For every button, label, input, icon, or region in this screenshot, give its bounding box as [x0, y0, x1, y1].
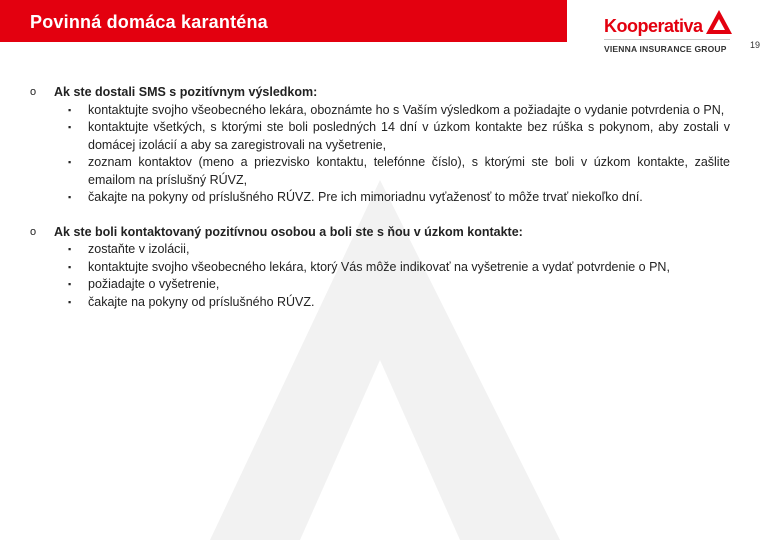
section-bullet: o — [30, 225, 37, 238]
list-item — [54, 259, 730, 277]
page-number: 19 — [749, 40, 760, 50]
list-item — [54, 294, 730, 312]
section-bullet: o — [30, 86, 37, 98]
list-item-text: kontaktujte všetkých, s ktorými ste boli posledných 14 dní v úzkom kontakte bez rúška s pokynom, aby zostali v domácej izolácií a aby sa zaregistrovali na vyšetrenie, — [88, 120, 730, 152]
list-bullet: ▪ — [68, 296, 72, 307]
list-item-text: zostaňte v izolácii, — [88, 242, 190, 256]
list-item-text: čakajte na pokyny od príslušného RÚVZ. — [88, 294, 315, 309]
list-item — [54, 241, 730, 259]
list-item-text: požiadajte o vyšetrenie, — [88, 277, 220, 291]
content — [30, 84, 730, 328]
section-heading: Ak ste dostali SMS s pozitívnym výsledkom: — [54, 85, 318, 99]
list-bullet: ▪ — [68, 261, 72, 272]
section-close-contact — [30, 224, 730, 312]
logo-triangle-icon — [706, 10, 732, 34]
logo-divider — [604, 39, 730, 40]
logo-group-text: VIENNA INSURANCE GROUP — [604, 44, 727, 54]
list-item-text: čakajte na pokyny od príslušného RÚVZ. Pre ich mimoriadnu vyťaženosť to môže trvať niekoľko dní. — [88, 190, 643, 204]
list-bullet: ▪ — [68, 122, 72, 132]
bullet-list — [54, 241, 730, 311]
list-item — [54, 102, 730, 120]
list-item — [54, 119, 730, 154]
list-item-text: kontaktujte svojho všeobecného lekára, oboznámte ho s Vaším výsledkom a požiadajte o vydanie potvrdenia o PN, — [88, 102, 725, 117]
list-bullet: ▪ — [68, 244, 72, 254]
list-bullet: ▪ — [68, 104, 72, 115]
list-bullet: ▪ — [68, 157, 72, 167]
list-bullet: ▪ — [68, 192, 72, 202]
logo-brand-text: Kooperativa — [604, 16, 703, 36]
bullet-list — [54, 102, 730, 207]
title-bar — [0, 0, 567, 42]
list-bullet: ▪ — [68, 279, 72, 289]
section-sms-positive — [30, 84, 730, 207]
page-title: Povinná domáca karanténa — [30, 12, 268, 32]
section-heading: Ak ste boli kontaktovaný pozitívnou osobou a boli ste s ňou v úzkom kontakte: — [54, 224, 523, 239]
list-item-text: kontaktujte svojho všeobecného lekára, ktorý Vás môže indikovať na vyšetrenie a vydať potvrdenie o PN, — [88, 259, 670, 274]
list-item — [54, 189, 730, 207]
list-item — [54, 154, 730, 189]
list-item-text: zoznam kontaktov (meno a priezvisko kontaktu, telefónne číslo), s ktorými ste boli v úzkom kontakte, zašlite emailom na príslušný RÚVZ, — [88, 155, 730, 187]
list-item — [54, 276, 730, 294]
kooperativa-logo — [600, 6, 740, 56]
